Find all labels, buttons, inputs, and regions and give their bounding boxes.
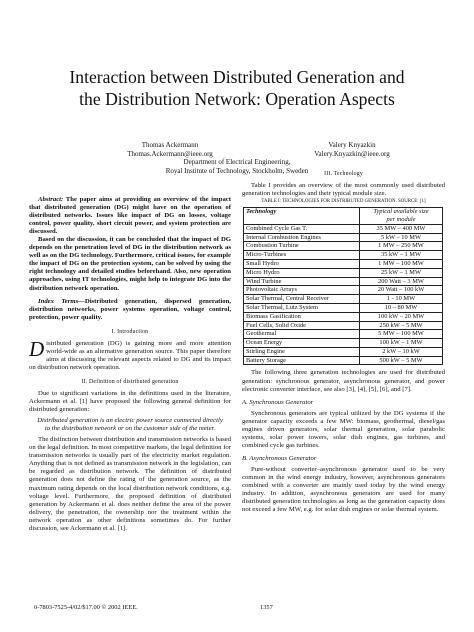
table-cell-size: 500 kW – 5 MW [360,356,443,365]
author-2 [272,141,432,158]
table-row [244,242,443,251]
table-row [244,356,443,365]
section-3-paragraph-1: Table I provides an overview of the most commonly used distributed generation technologies and their typical module size. [242,182,445,198]
author-1 [95,141,245,158]
table-cell-technology: Geothermal [244,330,360,339]
table-caption: TABLE I: TECHNOLOGIES FOR DISTRIBUTED GENERATION. SOURCE: [1] [261,199,426,205]
abstract-text: The paper aims at providing an overview of the impact that distributed generation (DG) might have on the operation of distributed networks. Issues like impact of DG on losses, voltage control, power quality, short circuit power, and system protection are discussed. [29,196,231,236]
table-cell-technology: Battery Storage [244,356,360,365]
affiliation-line-2: Royal Institute of Technology, Stockholm, Sweden [165,166,309,175]
left-column [29,196,231,533]
table-cell-technology: Combined Cycle Gas T. [244,224,360,233]
section-2-heading: II. Definition of distributed generation [81,378,179,385]
author-2-email: Valery.Knyazkin@ieee.org [314,149,390,158]
subsection-b-heading: B. Asynchronous Generator [242,454,317,462]
table-cell-technology: Ocean Energy [244,339,360,348]
table-cell-size: 10 – 80 MW [360,303,443,312]
table-cell-technology: Biomass Gasification [244,312,360,321]
table-cell-technology: Stirling Engine [244,347,360,356]
table-row [244,286,443,295]
author-1-name: Thomas Ackermann [141,141,199,149]
table-cell-size: 1 MW – 250 MW [360,242,443,251]
table-row [244,339,443,348]
affiliation-line-1: Department of Electrical Engineering, [183,158,291,166]
index-terms-label: Index Terms [38,297,79,305]
table-header-size: Typical available size per module [360,208,443,225]
footer-copyright: 0-7803-7525-4/02/$17.00 © 2002 IEEE. [34,604,138,611]
table-cell-size: 35 kW – 1 MW [360,251,443,260]
table-cell-size: 1 - 10 MW [360,295,443,304]
table-cell-size: 2 kW – 10 kW [360,347,443,356]
table-cell-size: 200 Watt – 3 MW [360,277,443,286]
table-row [244,224,443,233]
table-row [244,303,443,312]
section-1-heading: I. Introduction [111,328,149,335]
definition-quote: Distributed generation is an electric power source connected directly to the distribution network or on the customer side of the meter. [37,417,223,433]
subsection-b-text: Pure-without converter–asynchronous generator used to be very common in the wind energy industry, however, asynchronous generators combined with a converter are mainly used today by the wind energy industry. In addition, asynchronous generators are used for many distributed generation technologies as long as the generation capacity does not exceed a few MW, e.g. for solar dish engines or solar thermal system. [242,465,445,514]
index-terms-text: —Distributed generation, dispersed generation, distribution networks, power systems operation, voltage control, protection, power quality. [29,297,231,321]
table-row [244,277,443,286]
table-cell-size: 5 kW – 10 MW [360,233,443,242]
index-terms [29,298,231,322]
table-cell-technology: Solar Thermal, Central Receiver [244,295,360,304]
abstract-paragraph-2: Based on the discussion, it can be concluded that the impact of DG depends on the penetration level of DG in the distribution network as well as on the DG technology. Furthermore, critical issues, for example the impact of DG on the protection system, can be solved by using the right technology and detailed studies beforehand. Also, new operation approaches, using IT technologies, might help to integrate DG into the distribution network operation. [29,236,231,292]
table-row [244,268,443,277]
table-cell-size: 100 kW – 20 MW [360,312,443,321]
technology-table-body [244,224,443,365]
title-line-2: the Distribution Network: Operation Aspects [79,89,395,109]
table-cell-technology: Photovoltaic Arrays [244,286,360,295]
author-1-email: Thomas.Ackermann@ieee.org [127,149,213,158]
table-cell-size: 35 MW – 400 MW [360,224,443,233]
table-row [244,251,443,260]
table-row [244,233,443,242]
abstract-label: Abstract: [38,196,64,203]
table-cell-technology: Solar Thermal, Lutz System [244,303,360,312]
table-row [244,347,443,356]
table-cell-size: 100 kW – 1 MW [360,339,443,348]
table-cell-technology: Fuel Cells, Solid Oxide [244,321,360,330]
table-cell-size: 1 MW – 100 MW [360,259,443,268]
drop-cap: D [29,336,45,361]
subsection-a-text: Synchronous generators are typical utilized by the DG systems if the generator capacity exceeds a few MW: biomass, geothermal, diesel/gas engines driven generators, solar thermal generation, solar parabolic systems, solar power towers, solar dish engines, gas turbines, and combined cycle gas turbines. [242,409,445,449]
table-row [244,295,443,304]
author-2-name: Valery Knyazkin [328,141,376,149]
table-header-technology: Technology [244,208,360,225]
page-number: 1357 [260,604,273,611]
technology-table [243,207,443,365]
table-cell-technology: Micro-Turbines [244,251,360,260]
table-cell-size: 250 kW – 5 MW [360,321,443,330]
title-line-1: Interaction between Distributed Generation and [69,67,405,87]
table-row [244,330,443,339]
table-cell-technology: Small Hydro [244,259,360,268]
paper-title [20,66,454,110]
table-row [244,321,443,330]
table-cell-size: 5 MW – 100 MW [360,330,443,339]
section-3-heading: III. Technology [324,171,363,177]
table-cell-size: 25 kW – 1 MW [360,268,443,277]
table-cell-size: 20 Watt – 100 kW [360,286,443,295]
table-cell-technology: Combustion Turbine [244,242,360,251]
section-2-paragraph-1: Due to significant variations in the definitions used in the literature, Ackermann et al. [1] have proposed the following general definition for distributed generation: [29,389,231,414]
table-row [244,312,443,321]
table-cell-technology: Micro Hydro [244,268,360,277]
section-1-text [29,336,231,372]
section-3-paragraph-2: The following three generation technologies are used for distributed generation: synchronous generator, asynchronous generator, and power electronic converter interface, see also [3], [4], [5], [6], and [7]. [242,369,445,393]
table-cell-technology: Wind Turbine [244,277,360,286]
section-1-body: istributed generation (DG) is gaining more and more attention world-wide as an alternative generation source. This paper therefore aims at discussing the relevant aspects related to DG and its impact on distribution network operation. [29,339,231,371]
table-cell-technology: Internal Combustion Engines [244,233,360,242]
section-2-paragraph-2: The distinction between distribution and transmission networks is based on the legal definition. In most competitive markets, the legal definition for transmission networks is usually part of the electricity market regulation. Anything that is not defined as transmission network in the legislation, can be regarded as distribution network. The definition of distributed generation does not define the rating of the generation source, as the maximum rating depends on the local distribution network conditions, e.g. voltage level. Furthermore, the proposed definition of distributed generation by Ackermann et al. does neither define the area of the power delivery, the penetration, the ownership nor the treatment within the network operation as other definitions sometimes do. For further discussion, see Ackermann et al. [1]. [29,436,231,532]
subsection-a-heading: A. Synchronous Generator [242,398,314,406]
right-column [242,164,445,514]
abstract [29,196,231,236]
table-row [244,259,443,268]
